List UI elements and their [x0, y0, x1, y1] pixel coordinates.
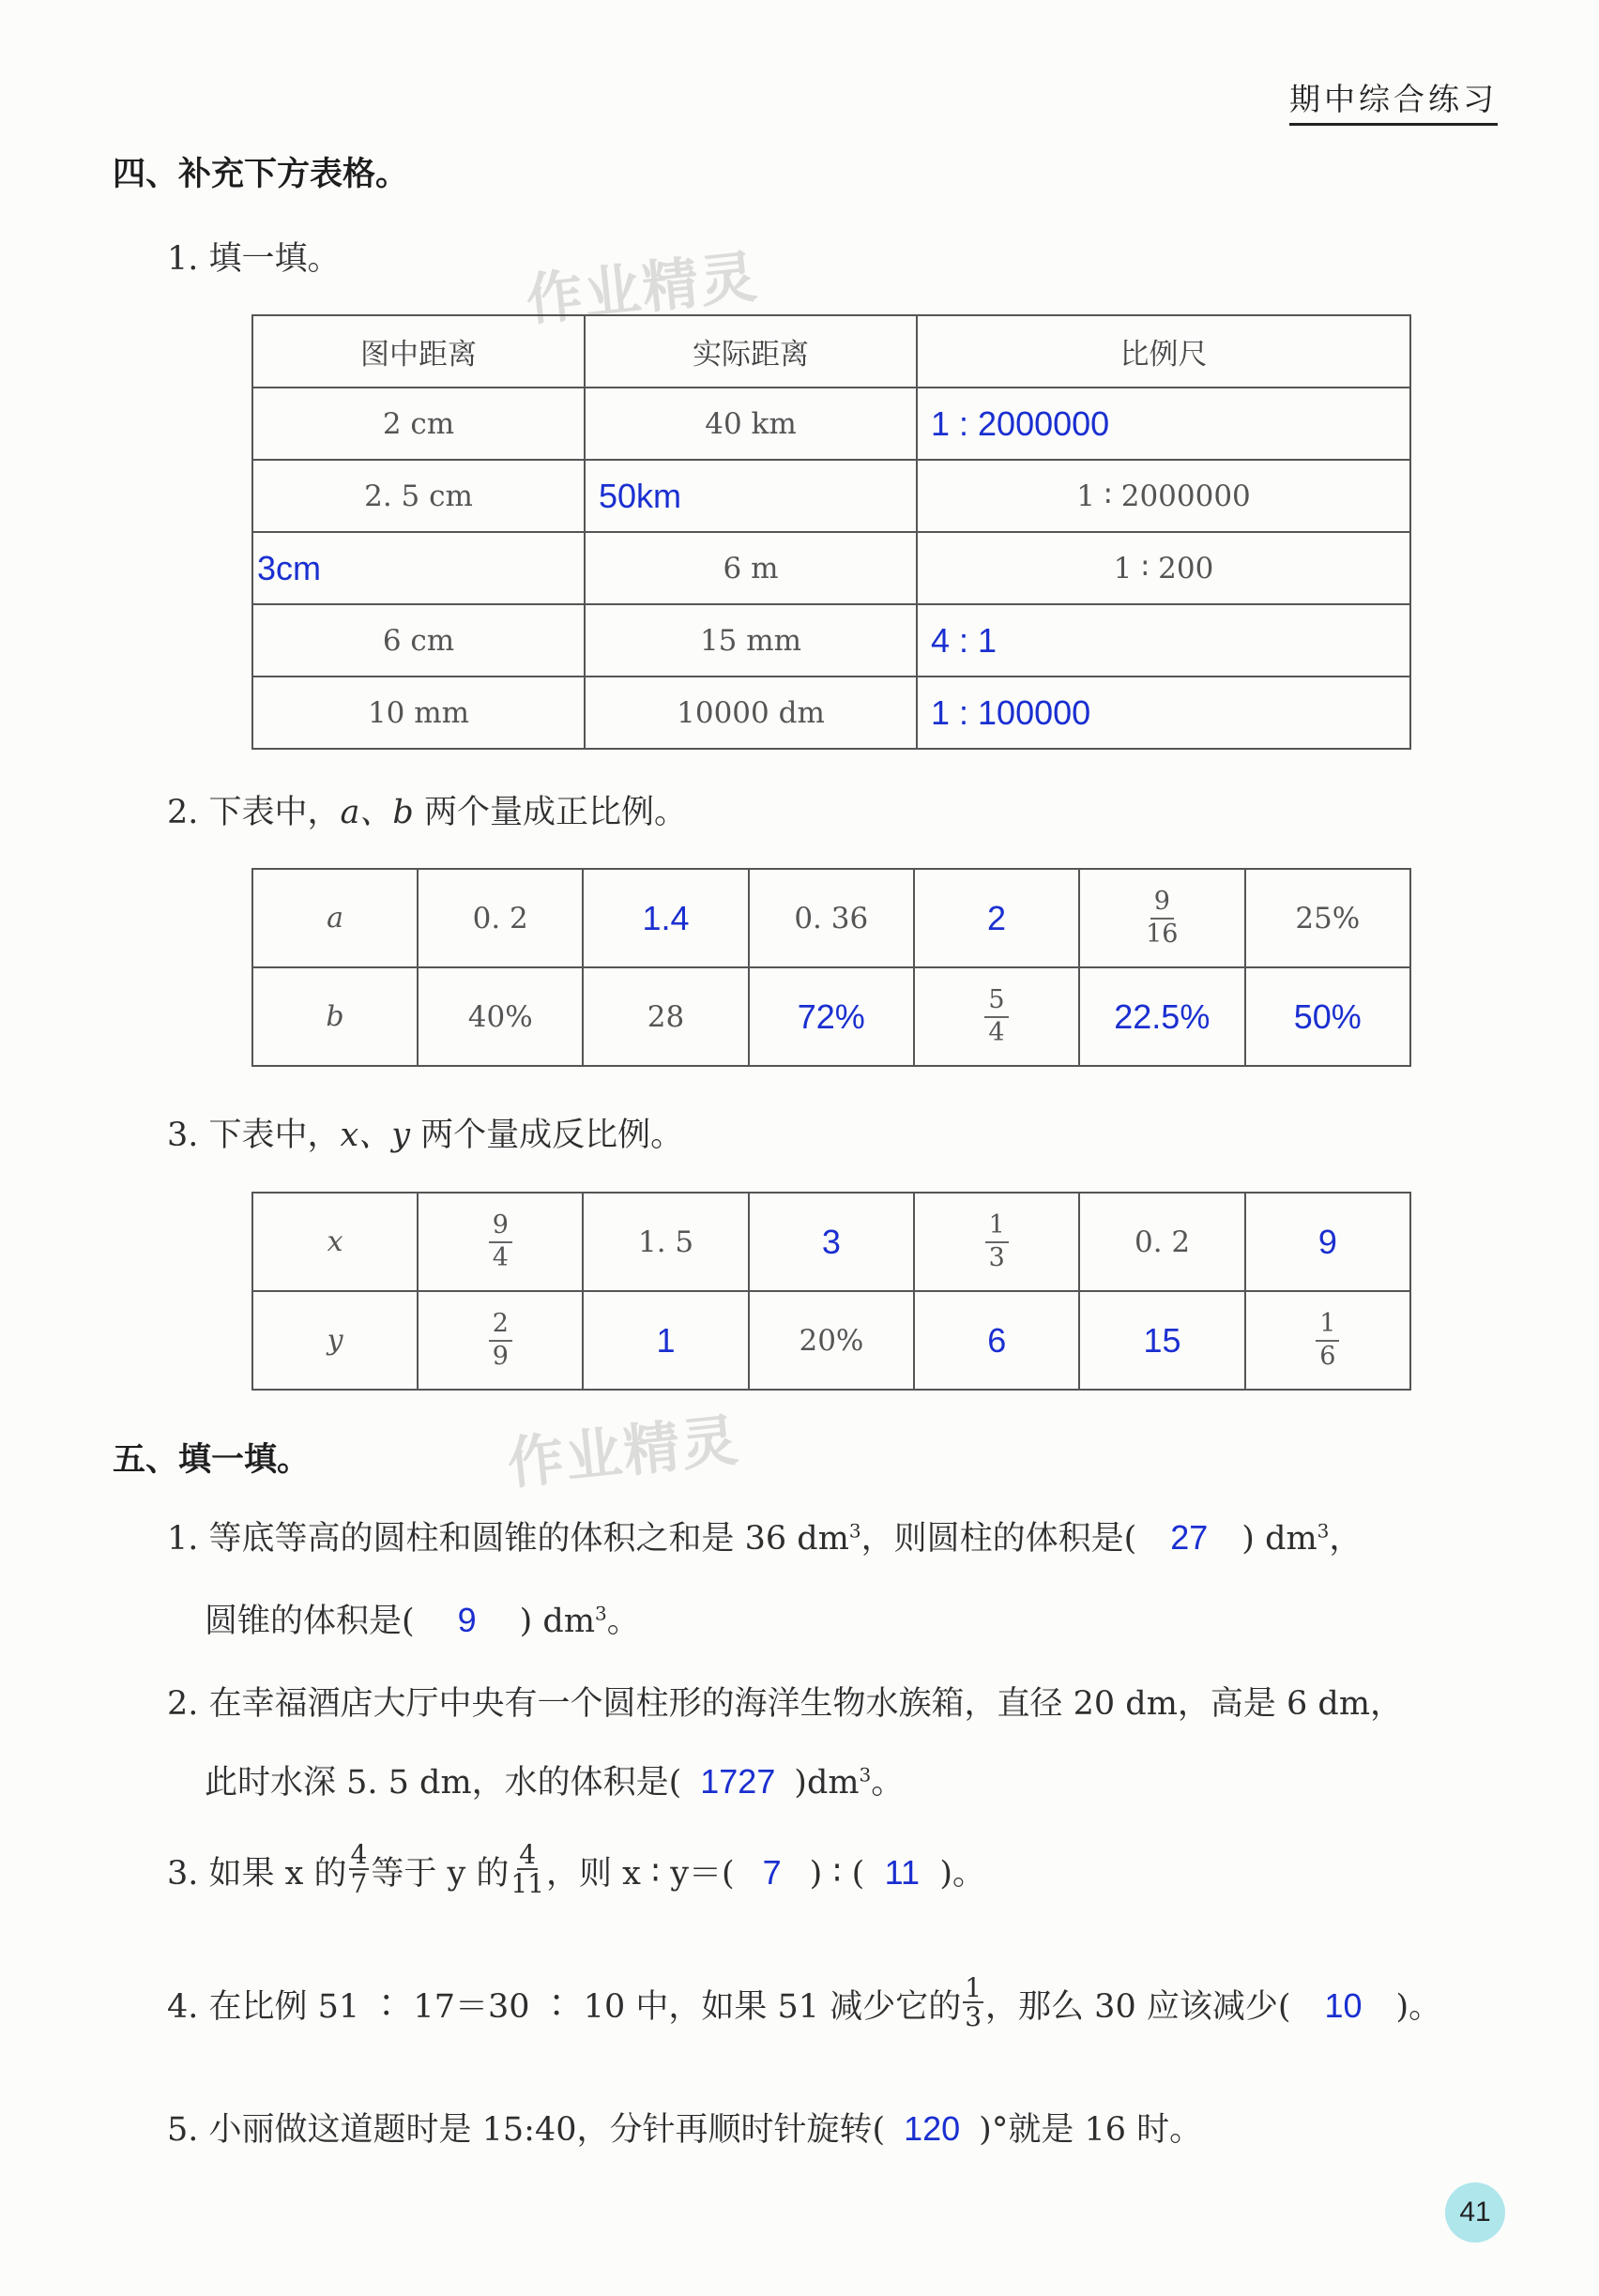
value-cell	[914, 967, 1079, 1066]
denominator: 6	[1319, 1341, 1336, 1371]
answer-cell: 9	[1245, 1193, 1410, 1291]
value-cell: 1. 5	[583, 1193, 748, 1291]
q1-text: 。	[606, 1603, 640, 1640]
numerator: 2	[489, 1311, 512, 1341]
watermark-middle: 作业精灵	[504, 1407, 743, 1498]
q2-label-post: 两个量成正比例。	[413, 794, 687, 831]
map-distance: 10 mm	[252, 677, 585, 749]
scale-row	[252, 532, 1410, 604]
q1-text: 圆锥的体积是(	[205, 1603, 415, 1640]
s5-q3	[167, 1839, 985, 1904]
s5-q2-line1: 2. 在幸福酒店大厅中央有一个圆柱形的海洋生物水族箱，直径 20 dm，高是 6 dm，	[167, 1685, 1404, 1723]
row-b	[252, 967, 1410, 1066]
denominator: 11	[510, 1868, 545, 1900]
answer-ratio-y: 11	[884, 1852, 921, 1892]
superscript: 3	[859, 1763, 872, 1787]
denominator: 3	[988, 1242, 1005, 1272]
scale-row	[252, 460, 1410, 532]
answer-cell: 1	[583, 1291, 748, 1390]
q5-text: )°就是 16 时。	[979, 2111, 1203, 2149]
scale-header-actual: 实际距离	[585, 315, 917, 388]
superscript: 3	[848, 1519, 861, 1543]
fraction	[985, 1212, 1009, 1271]
actual-distance-answer: 50km	[585, 460, 917, 532]
q3-text: ) ∶ (	[809, 1854, 865, 1893]
numerator: 4	[350, 1839, 368, 1870]
s5-q4	[167, 1972, 1442, 2037]
denominator: 4	[492, 1242, 509, 1272]
map-distance: 6 cm	[252, 604, 585, 677]
row-a	[252, 869, 1410, 967]
s5-q2-line2	[205, 1756, 904, 1803]
denominator: 9	[492, 1341, 509, 1371]
q4-text: 4. 在比例 51 ∶ 17＝30 ∶ 10 中，如果 51 减少它的	[167, 1987, 962, 2026]
q3-label-pre: 3. 下表中，	[167, 1117, 341, 1154]
scale-answer: 4 : 1	[917, 604, 1410, 677]
numerator: 5	[984, 987, 1008, 1017]
answer-cell: 3	[749, 1193, 914, 1291]
fraction-4-11	[510, 1841, 544, 1898]
answer-cone-volume: 9	[457, 1601, 477, 1639]
q2-vars: a、b	[340, 794, 414, 831]
q4-text: ，那么 30 应该减少(	[985, 1987, 1291, 2026]
q3-text: 3. 如果 x 的	[167, 1854, 347, 1893]
watermark-top: 作业精灵	[523, 244, 762, 334]
numerator: 1	[965, 1972, 982, 2003]
actual-distance: 15 mm	[585, 604, 917, 677]
actual-distance: 6 m	[585, 532, 917, 604]
numerator: 4	[519, 1839, 537, 1870]
answer-cell: 50%	[1245, 967, 1410, 1066]
value-cell	[418, 1193, 583, 1291]
scale-answer: 1 : 2000000	[917, 388, 1410, 460]
scale: 1 ∶ 2000000	[917, 460, 1410, 532]
value-cell: 0. 36	[749, 869, 914, 967]
var-x-label: x	[252, 1193, 418, 1291]
q1-text: ，则圆柱的体积是(	[860, 1520, 1137, 1558]
q2-label-pre: 2. 下表中，	[167, 794, 341, 831]
numerator: 1	[985, 1212, 1009, 1242]
q3-text: ，则 x ∶ y＝(	[546, 1854, 735, 1893]
answer-cell: 15	[1079, 1291, 1244, 1390]
s5-q1-line2	[205, 1595, 640, 1642]
fraction	[489, 1311, 512, 1370]
q5-text: 5. 小丽做这道题时是 15:40，分针再顺时针旋转(	[167, 2111, 886, 2149]
map-distance-answer: 3cm	[252, 532, 585, 604]
scale-table	[251, 314, 1411, 750]
scale-answer: 1 : 100000	[917, 677, 1410, 749]
scale-header-scale: 比例尺	[917, 315, 1410, 388]
numerator: 9	[489, 1212, 512, 1242]
value-cell: 25%	[1245, 869, 1410, 967]
actual-distance: 10000 dm	[585, 677, 917, 749]
value-cell: 40%	[418, 967, 583, 1066]
section4-q3-label	[167, 1109, 683, 1156]
s5-q1-line1: 1. 等底等高的圆柱和圆锥的体积之和是 36 $dm^3$，则圆柱的体积是( 27 ) $dm^3$，	[167, 1518, 1363, 1558]
superscript: 3	[1317, 1519, 1330, 1543]
scale-row	[252, 388, 1410, 460]
q2-text: 此时水深 5. 5 dm，水的体积是(	[205, 1764, 682, 1802]
value-cell: 20%	[749, 1291, 914, 1390]
map-distance: 2 cm	[252, 388, 585, 460]
section5-title: 五、填一填。	[113, 1441, 311, 1479]
fraction-4-7	[349, 1841, 370, 1898]
denominator: 7	[350, 1868, 368, 1900]
denominator: 4	[988, 1017, 1005, 1047]
answer-rotation-degrees: 120	[904, 2109, 961, 2148]
value-cell	[1245, 1291, 1410, 1390]
q1-text: ) dm	[1241, 1520, 1317, 1558]
value-cell	[914, 1193, 1079, 1291]
section4-title: 四、补充下方表格。	[113, 156, 409, 193]
inverse-table	[251, 1192, 1411, 1391]
answer-cell: 2	[914, 869, 1079, 967]
numerator: 9	[1150, 889, 1174, 919]
q3-label-post: 两个量成反比例。	[410, 1117, 684, 1154]
q4-text: )。	[1395, 1987, 1442, 2026]
answer-cell: 72%	[749, 967, 914, 1066]
scale-row	[252, 677, 1410, 749]
denominator: 16	[1146, 919, 1179, 949]
answer-water-volume: 1727	[700, 1762, 776, 1801]
section4-q1-label: 1. 填一填。	[167, 240, 341, 278]
scale-header-map: 图中距离	[252, 315, 585, 388]
q1-text: 1. 等底等高的圆柱和圆锥的体积之和是 36 dm	[167, 1520, 849, 1558]
row-x	[252, 1193, 1410, 1291]
s5-q5	[167, 2104, 1202, 2151]
numerator: 1	[1316, 1311, 1339, 1341]
answer-reduce-amount: 10	[1324, 1985, 1363, 2025]
fraction	[489, 1212, 512, 1271]
value-cell: 0. 2	[1079, 1193, 1244, 1291]
proportional-table	[251, 868, 1411, 1067]
map-distance: 2. 5 cm	[252, 460, 585, 532]
value-cell: 28	[583, 967, 748, 1066]
q3-text: 等于 y 的	[371, 1854, 510, 1893]
value-cell	[418, 1291, 583, 1390]
superscript: 3	[595, 1602, 607, 1625]
fraction	[1142, 889, 1181, 948]
value-cell: 0. 2	[418, 869, 583, 967]
q2-text: )dm	[794, 1764, 860, 1802]
page-number-badge: 41	[1445, 2182, 1505, 2243]
q1-text: ) dm	[519, 1603, 596, 1640]
answer-cell: 6	[914, 1291, 1079, 1390]
q3-vars: x、y	[340, 1117, 411, 1154]
scale-row	[252, 604, 1410, 677]
fraction	[1316, 1311, 1339, 1370]
actual-distance: 40 km	[585, 388, 917, 460]
page-header-title: 期中综合练习	[1289, 75, 1498, 126]
q2-text: 。	[871, 1764, 905, 1802]
answer-ratio-x: 7	[762, 1852, 782, 1892]
value-cell	[1079, 869, 1245, 967]
answer-cylinder-volume: 27	[1170, 1518, 1209, 1557]
denominator: 3	[965, 2001, 982, 2033]
fraction-1-3	[963, 1974, 983, 2031]
scale: 1 ∶ 200	[917, 532, 1410, 604]
q3-text: )。	[939, 1854, 985, 1893]
fraction	[984, 987, 1008, 1046]
var-a-label: a	[252, 869, 418, 967]
section4-q2-label	[167, 786, 687, 833]
answer-cell: 1.4	[583, 869, 748, 967]
answer-cell: 22.5%	[1079, 967, 1245, 1066]
var-y-label: y	[252, 1291, 418, 1390]
row-y	[252, 1291, 1410, 1390]
var-b-label: b	[252, 967, 418, 1066]
